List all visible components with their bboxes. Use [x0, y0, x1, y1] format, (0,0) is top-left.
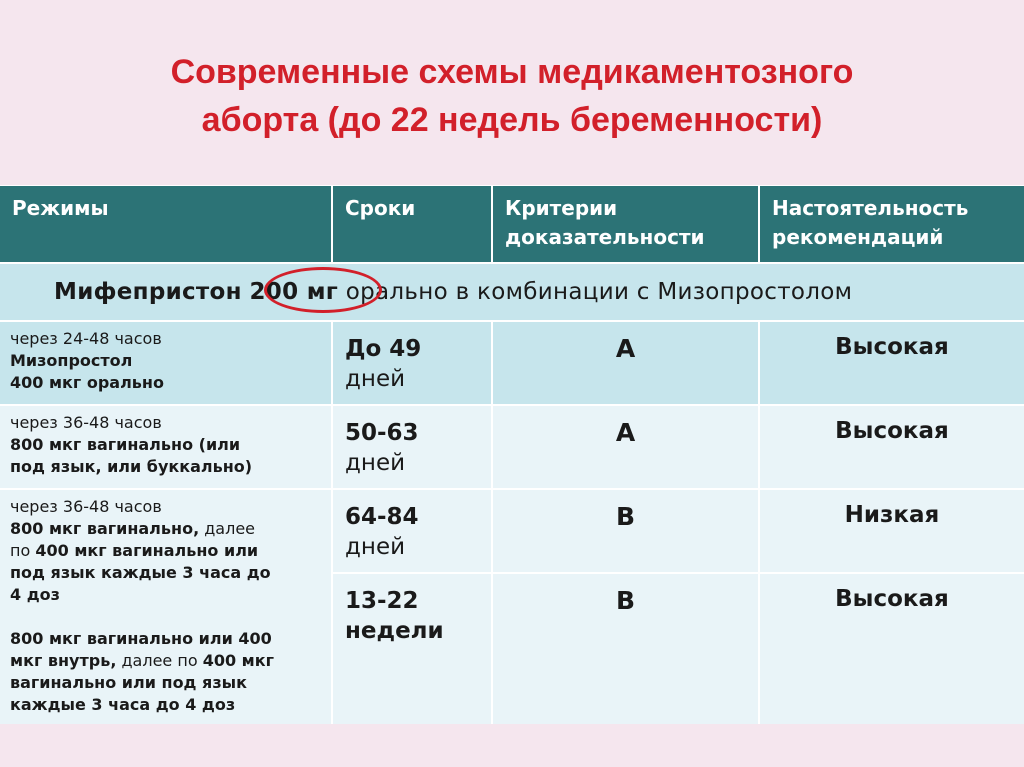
regimen-line: вагинально или под язык [10, 673, 247, 692]
grade-cell: B [493, 490, 760, 572]
regimen-line: каждые 3 часа до 4 доз [10, 695, 236, 714]
table-row [333, 572, 1024, 724]
strength-cell: Высокая [835, 418, 949, 444]
table-row [0, 404, 1024, 488]
regimen-cell [0, 322, 333, 404]
grade-cell: A [493, 322, 760, 404]
term-unit: дней [345, 366, 406, 392]
term-value: 13-22 [345, 588, 419, 614]
drug-name: Мифепристон [54, 279, 242, 305]
header-strength-line-1: Настоятельность [772, 196, 969, 220]
regimen-normal: далее [199, 519, 256, 538]
header-criteria-line-1: Критерии [505, 196, 618, 220]
regimen-bold: 400 мкг вагинально или [35, 541, 259, 560]
dose-highlight-circle [264, 267, 382, 313]
regimen-line: 800 мкг вагинально или 400 [10, 629, 272, 648]
strength-cell: Низкая [844, 502, 940, 528]
regimen-line: под язык, или буккально) [10, 457, 253, 476]
regimen-line: 400 мкг орально [10, 373, 164, 392]
title-line-2: аборта (до 22 недель беременности) [201, 101, 823, 139]
term-unit: недели [345, 618, 444, 644]
regimen-line: через 36-48 часов [10, 497, 162, 516]
term-value: До 49 [345, 336, 422, 362]
header-strength-line-2: рекомендаций [772, 225, 944, 249]
drug-dose: 200 мг [249, 279, 339, 305]
term-value: 64-84 [345, 504, 419, 530]
regimen-bold: 800 мкг вагинально, [10, 519, 200, 538]
header-terms: Сроки [333, 186, 493, 262]
table-lower-block [0, 488, 1024, 724]
term-unit: дней [345, 450, 406, 476]
regimen-bold: 400 мкг [202, 651, 274, 670]
regimen-normal: по [10, 541, 36, 560]
term-unit: дней [345, 534, 406, 560]
term-value: 50-63 [345, 420, 419, 446]
strength-cell: Высокая [835, 334, 949, 360]
header-strength [760, 186, 1024, 262]
term-cell [333, 322, 493, 404]
title-line-1: Современные схемы медикаментозного [170, 53, 854, 91]
regimen-line: Мизопростол [10, 351, 133, 370]
grade-cell: A [493, 406, 760, 488]
header-criteria-line-2: доказательности [505, 225, 705, 249]
lower-right-cells [333, 490, 1024, 724]
regimen-line [10, 518, 321, 540]
drug-route: орально в комбинации с Мизопростолом [345, 279, 853, 305]
regimen-line [10, 650, 321, 672]
regimen-line: через 24-48 часов [10, 329, 162, 348]
header-regimens: Режимы [0, 186, 333, 262]
slide-title [0, 48, 1024, 144]
regimen-cell [0, 406, 333, 488]
regimen-line: 800 мкг вагинально (или [10, 435, 241, 454]
regimen-line [10, 540, 321, 562]
table-header [0, 185, 1024, 262]
mifepristone-text [54, 264, 852, 320]
regimen-normal: далее по [116, 651, 203, 670]
header-criteria [493, 186, 760, 262]
spacer [10, 606, 321, 628]
mifepristone-row [0, 262, 1024, 320]
term-cell [333, 574, 493, 724]
regimens-table [0, 185, 1024, 724]
regimen-bold: мкг внутрь, [10, 651, 117, 670]
term-cell [333, 490, 493, 572]
table-row [333, 490, 1024, 572]
grade-cell: B [493, 574, 760, 724]
table-row [0, 320, 1024, 404]
regimen-line: под язык каждые 3 часа до [10, 563, 271, 582]
regimen-line: через 36-48 часов [10, 413, 162, 432]
term-cell [333, 406, 493, 488]
regimen-cell-combined [0, 490, 333, 724]
strength-cell: Высокая [835, 586, 949, 612]
regimen-line: 4 доз [10, 585, 60, 604]
